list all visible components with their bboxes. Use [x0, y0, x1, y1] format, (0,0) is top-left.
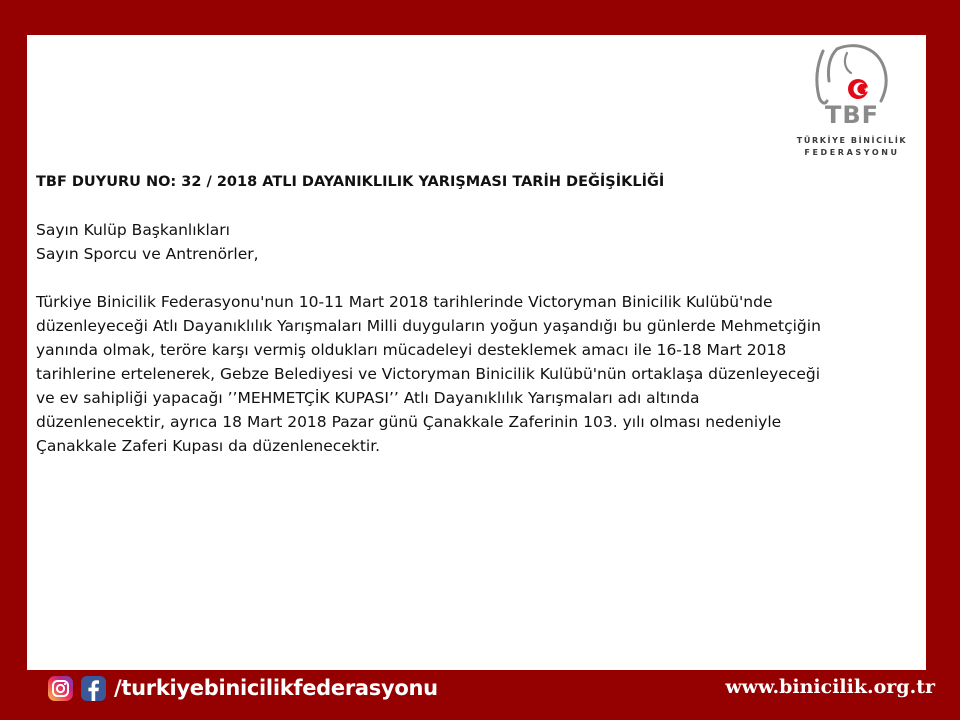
announcement-heading: TBF DUYURU NO: 32 / 2018 ATLI DAYANIKLILIK YARIŞMASI TARİH DEĞİŞİKLİĞİ: [36, 174, 665, 190]
greeting-line: Sayın Kulüp Başkanlıkları: [36, 221, 230, 239]
greeting-line: Sayın Sporcu ve Antrenörler,: [36, 245, 259, 263]
slide-page: [27, 35, 926, 670]
body-line: tarihlerine ertelenerek, Gebze Belediyesi ve Victoryman Binicilik Kulübü'nün ortaklaşa düzenleyeceği: [36, 365, 821, 383]
announcement-content: [36, 170, 911, 458]
body-line: düzenlenecektir, ayrıca 18 Mart 2018 Pazar günü Çanakkale Zaferinin 103. yılı olması nedeniyle: [36, 413, 782, 431]
greeting-block: [36, 218, 911, 266]
body-line: Türkiye Binicilik Federasyonu'nun 10-11 Mart 2018 tarihlerinde Victoryman Binicilik Kulübü'nde: [36, 293, 773, 311]
horse-head-icon: [787, 41, 917, 137]
logo-title-line2: FEDERASYONU: [804, 148, 900, 157]
footer-bar: [0, 672, 960, 720]
tbf-logo: [787, 41, 917, 161]
social-handle[interactable]: /turkiyebinicilikfederasyonu: [114, 676, 438, 700]
body-line: düzenleyeceği Atlı Dayanıklılık Yarışmaları Milli duyguların yoğun yaşandığı bu günlerde Mehmetçiğin: [36, 317, 821, 335]
website-link[interactable]: www.binicilik.org.tr: [725, 676, 935, 698]
instagram-icon[interactable]: [48, 676, 73, 701]
body-line: yanında olmak, teröre karşı vermiş oldukları mücadeleyi desteklemek amacı ile 16-18 Mart 2018: [36, 341, 787, 359]
facebook-icon[interactable]: [81, 676, 106, 701]
body-line: Çanakkale Zaferi Kupası da düzenlenecektir.: [36, 437, 381, 455]
body-line: ve ev sahipliği yapacağı ’’MEHMETÇİK KUPASI’’ Atlı Dayanıklılık Yarışmaları adı altında: [36, 389, 700, 407]
logo-letters: TBF: [825, 101, 880, 129]
logo-title-line1: TÜRKİYE BİNİCİLİK: [796, 136, 908, 145]
announcement-body: [36, 290, 911, 458]
